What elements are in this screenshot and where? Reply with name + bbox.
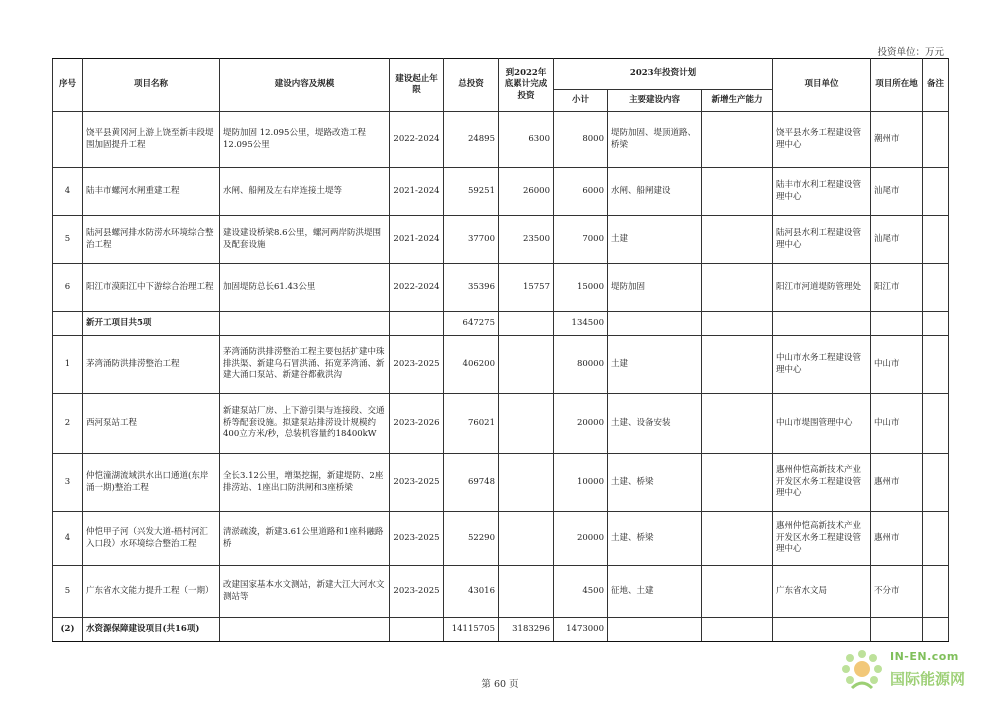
- header-content: 建设内容及规模: [220, 59, 390, 112]
- cell-new-capacity: [702, 336, 773, 394]
- cell-new-capacity: [702, 264, 773, 312]
- cell-seq: [53, 312, 83, 336]
- cell-new-capacity: [702, 216, 773, 264]
- section-water-label: 水资源保障建设项目(共16项): [83, 618, 220, 642]
- cell-total: 76021: [444, 394, 499, 454]
- header-unit: 项目单位: [773, 59, 871, 112]
- cell-unit: 陆河县水利工程建设管理中心: [773, 216, 871, 264]
- cell-completed: 26000: [499, 168, 554, 216]
- cell-period: 2023-2025: [390, 566, 444, 618]
- cell-name: 仲恺潼湖流域洪水出口通道(东岸涌一期)整治工程: [83, 454, 220, 512]
- cell-main-content: [608, 312, 702, 336]
- cell-main-content: [608, 618, 702, 642]
- table-row: [53, 216, 949, 264]
- cell-unit: [773, 618, 871, 642]
- cell-remark: [923, 264, 949, 312]
- cell-content: [220, 312, 390, 336]
- cell-subtotal: 20000: [554, 394, 608, 454]
- header-remark: 备注: [923, 59, 949, 112]
- investment-unit-label: 投资单位：万元: [877, 47, 944, 58]
- cell-remark: [923, 618, 949, 642]
- cell-location: 潮州市: [871, 112, 923, 168]
- table-row: [53, 168, 949, 216]
- cell-main-content: 土建、设备安装: [608, 394, 702, 454]
- cell-unit: [773, 312, 871, 336]
- cell-remark: [923, 112, 949, 168]
- section-new-label: 新开工项目共5项: [83, 312, 220, 336]
- section-row-water: [53, 618, 949, 642]
- cell-subtotal: 6000: [554, 168, 608, 216]
- table-row: [53, 454, 949, 512]
- table-row: [53, 336, 949, 394]
- cell-completed: [499, 512, 554, 566]
- cell-completed: [499, 566, 554, 618]
- cell-total: 59251: [444, 168, 499, 216]
- project-table: [52, 58, 949, 642]
- cell-subtotal: 15000: [554, 264, 608, 312]
- cell-total: 43016: [444, 566, 499, 618]
- cell-unit: 广东省水文局: [773, 566, 871, 618]
- cell-total: 24895: [444, 112, 499, 168]
- cell-subtotal: 4500: [554, 566, 608, 618]
- cell-new-capacity: [702, 112, 773, 168]
- table-row: [53, 112, 949, 168]
- cell-content: 堤防加固 12.095公里，堤路改造工程 12.095公里: [220, 112, 390, 168]
- cell-name: 陆河县螺河排水防涝水环境综合整治工程: [83, 216, 220, 264]
- cell-main-content: 土建、桥梁: [608, 512, 702, 566]
- cell-name: 陆丰市螺河水闸重建工程: [83, 168, 220, 216]
- cell-location: 惠州市: [871, 454, 923, 512]
- cell-content: 清淤疏浚，新建3.61公里道路和1座科融路桥: [220, 512, 390, 566]
- cell-unit: 阳江市河道堤防管理处: [773, 264, 871, 312]
- cell-seq: 2: [53, 394, 83, 454]
- cell-main-content: 土建: [608, 336, 702, 394]
- cell-seq: [53, 112, 83, 168]
- cell-subtotal: 7000: [554, 216, 608, 264]
- table-row: [53, 394, 949, 454]
- header-main-content: 主要建设内容: [608, 90, 702, 112]
- cell-subtotal: 8000: [554, 112, 608, 168]
- cell-total: 69748: [444, 454, 499, 512]
- cell-location: 中山市: [871, 394, 923, 454]
- cell-content: 加固堤防总长61.43公里: [220, 264, 390, 312]
- sunflower-logo-icon: [840, 648, 884, 692]
- cell-new-capacity: [702, 312, 773, 336]
- cell-name: 阳江市漠阳江中下游综合治理工程: [83, 264, 220, 312]
- cell-period: 2021-2024: [390, 216, 444, 264]
- cell-total: 406200: [444, 336, 499, 394]
- watermark-domain: IN-EN.com: [890, 650, 959, 663]
- cell-name: 广东省水文能力提升工程（一期）: [83, 566, 220, 618]
- cell-location: 中山市: [871, 336, 923, 394]
- section-water-seq: (2): [53, 618, 83, 642]
- cell-seq: 6: [53, 264, 83, 312]
- cell-remark: [923, 566, 949, 618]
- cell-subtotal: 20000: [554, 512, 608, 566]
- cell-main-content: 堤防加固: [608, 264, 702, 312]
- header-location: 项目所在地: [871, 59, 923, 112]
- cell-completed: [499, 336, 554, 394]
- cell-unit: 中山市水务工程建设管理中心: [773, 336, 871, 394]
- cell-remark: [923, 168, 949, 216]
- cell-period: 2023-2025: [390, 512, 444, 566]
- cell-remark: [923, 394, 949, 454]
- cell-total: 52290: [444, 512, 499, 566]
- section-water-subtotal: 1473000: [554, 618, 608, 642]
- cell-main-content: 土建、桥梁: [608, 454, 702, 512]
- cell-seq: 5: [53, 566, 83, 618]
- cell-period: 2023-2025: [390, 454, 444, 512]
- cell-unit: 中山市堤围管理中心: [773, 394, 871, 454]
- cell-remark: [923, 512, 949, 566]
- header-new-capacity: 新增生产能力: [702, 90, 773, 112]
- section-water-completed: 3183296: [499, 618, 554, 642]
- header-completed: 到2022年底累计完成投资: [499, 59, 554, 112]
- cell-name: 茅湾涌防洪排涝整治工程: [83, 336, 220, 394]
- cell-name: 西河泵站工程: [83, 394, 220, 454]
- header-period: 建设起止年限: [390, 59, 444, 112]
- cell-new-capacity: [702, 454, 773, 512]
- cell-unit: 饶平县水务工程建设管理中心: [773, 112, 871, 168]
- cell-unit: 惠州仲恺高新技术产业开发区水务工程建设管理中心: [773, 454, 871, 512]
- cell-location: 阳江市: [871, 264, 923, 312]
- section-water-total: 14115705: [444, 618, 499, 642]
- cell-new-capacity: [702, 512, 773, 566]
- cell-completed: [499, 394, 554, 454]
- cell-period: 2023-2025: [390, 336, 444, 394]
- cell-content: 新建泵站厂房、上下游引渠与连接段、交通桥等配套设施。拟建泵站排涝设计规模约400立方米/秒，总装机容量约18400kW: [220, 394, 390, 454]
- cell-period: [390, 618, 444, 642]
- cell-content: 水闸、船闸及左右岸连接土堤等: [220, 168, 390, 216]
- cell-name: 饶平县黄冈河上游上饶至新丰段堤围加固提升工程: [83, 112, 220, 168]
- header-subtotal: 小计: [554, 90, 608, 112]
- cell-completed: 6300: [499, 112, 554, 168]
- page-number: 第 60 页: [481, 679, 519, 690]
- cell-new-capacity: [702, 566, 773, 618]
- cell-period: 2021-2024: [390, 168, 444, 216]
- watermark: [840, 648, 990, 698]
- cell-period: 2023-2026: [390, 394, 444, 454]
- watermark-name: 国际能源网: [890, 670, 966, 688]
- header-name: 项目名称: [83, 59, 220, 112]
- cell-seq: 1: [53, 336, 83, 394]
- header-seq: 序号: [53, 59, 83, 112]
- cell-period: [390, 312, 444, 336]
- cell-content: 建设建设桥梁8.6公里，螺河两岸防洪堤围及配套设施: [220, 216, 390, 264]
- cell-new-capacity: [702, 618, 773, 642]
- cell-remark: [923, 336, 949, 394]
- cell-main-content: 征地、土建: [608, 566, 702, 618]
- cell-seq: 3: [53, 454, 83, 512]
- cell-remark: [923, 216, 949, 264]
- cell-total: 35396: [444, 264, 499, 312]
- header-total: 总投资: [444, 59, 499, 112]
- cell-location: 汕尾市: [871, 168, 923, 216]
- cell-location: 不分市: [871, 566, 923, 618]
- cell-period: 2022-2024: [390, 112, 444, 168]
- cell-content: 改建国家基本水文测站，新建大江大河水文测站等: [220, 566, 390, 618]
- cell-unit: 惠州仲恺高新技术产业开发区水务工程建设管理中心: [773, 512, 871, 566]
- cell-subtotal: 80000: [554, 336, 608, 394]
- section-new-total: 647275: [444, 312, 499, 336]
- table-row: [53, 264, 949, 312]
- section-new-subtotal: 134500: [554, 312, 608, 336]
- cell-content: [220, 618, 390, 642]
- cell-content: 茅湾涌防洪排涝整治工程主要包括扩建中珠排洪渠、新建乌石冒洪涌、拓宽茅湾涌、新建大涌口泵站、新建谷都截洪沟: [220, 336, 390, 394]
- cell-main-content: 土建: [608, 216, 702, 264]
- cell-remark: [923, 454, 949, 512]
- cell-location: [871, 312, 923, 336]
- cell-name: 仲恺甲子河（兴发大道-梧村河汇入口段）水环境综合整治工程: [83, 512, 220, 566]
- cell-new-capacity: [702, 394, 773, 454]
- cell-completed: 15757: [499, 264, 554, 312]
- cell-seq: 4: [53, 512, 83, 566]
- cell-remark: [923, 312, 949, 336]
- cell-new-capacity: [702, 168, 773, 216]
- cell-total: 37700: [444, 216, 499, 264]
- cell-unit: 陆丰市水利工程建设管理中心: [773, 168, 871, 216]
- cell-location: 汕尾市: [871, 216, 923, 264]
- cell-subtotal: 10000: [554, 454, 608, 512]
- cell-completed: [499, 312, 554, 336]
- table-row: [53, 566, 949, 618]
- table-row: [53, 512, 949, 566]
- cell-completed: [499, 454, 554, 512]
- cell-completed: 23500: [499, 216, 554, 264]
- cell-content: 全长3.12公里，增渠挖掘，新建堤防、2座排涝站、1座出口防洪闸和3座桥梁: [220, 454, 390, 512]
- cell-location: 惠州市: [871, 512, 923, 566]
- cell-main-content: 堤防加固、堤顶道路、桥梁: [608, 112, 702, 168]
- table-header-row: [53, 59, 949, 90]
- section-row-new: [53, 312, 949, 336]
- cell-seq: 4: [53, 168, 83, 216]
- cell-seq: 5: [53, 216, 83, 264]
- cell-main-content: 水闸、船闸建设: [608, 168, 702, 216]
- cell-location: [871, 618, 923, 642]
- cell-period: 2022-2024: [390, 264, 444, 312]
- header-plan-2023: 2023年投资计划: [554, 59, 773, 90]
